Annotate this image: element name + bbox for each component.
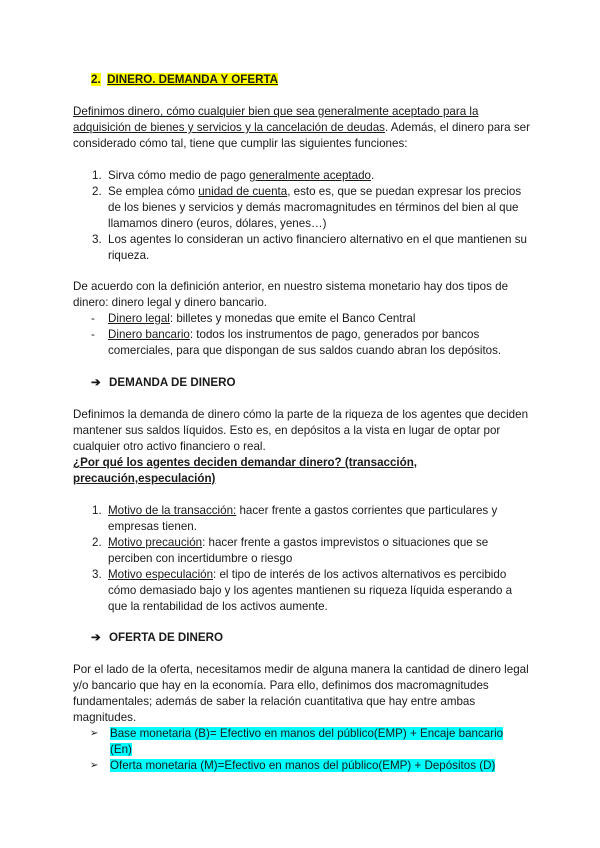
intro-definition: Definimos dinero, cómo cualquier bien que sea generalmente aceptado para la adquisición de bienes y servicios y la cancelación de deudas [73,105,479,134]
motives-list [73,503,528,615]
supply-bullets [73,726,528,774]
list-item: ➢ Base monetaria (B)= Efectivo en manos del público(EMP) + Encaje bancario (En) [90,727,504,756]
list-item: - Dinero bancario: todos los instrumentos de pago, generados por bancos comerciales, para que dispongan de sus saldos cuando abran los depósitos. [91,328,502,357]
arrow-bullet-icon: ➢ [90,760,99,771]
list-number: 1. [92,169,102,182]
supply-heading: ➔ OFERTA DE DINERO [91,631,224,644]
list-item: - Dinero legal: billetes y monedas que emite el Banco Central [91,312,416,325]
section-number: 2. [91,73,101,86]
arrow-right-icon: ➔ [91,376,101,389]
list-item: 3. Motivo especulación: el tipo de interés de los activos alternativos es percibido cómo demasiado bajo y los agentes mantienen su riqueza líquida esperando a que la rentabilidad de los activos aumente. [92,568,513,613]
list-item: 1. Sirva cómo medio de pago generalmente aceptado. [92,169,375,182]
functions-list [73,168,528,264]
supply-paragraph: Por el lado de la oferta, necesitamos medir de alguna manera la cantidad de dinero legal y/o bancario que hay en la economía. Para ello, definimos dos macromagnitudes fundamentales; además de saber la relación cuantitativa que hay entre ambas magnitudes. [73,663,529,724]
intro-paragraph [73,104,538,152]
demand-paragraph: Definimos la demanda de dinero cómo la parte de la riqueza de los agentes que deciden mantener sus saldos líquidos. Esto es, en depósitos a la vista en lugar de optar por cualquier otro activo financiero o real. [73,408,529,453]
list-item: 3. Los agentes lo consideran un activo financiero alternativo en el que mantienen su riqueza. [92,233,527,262]
section-heading [91,72,551,88]
types-paragraph: De acuerdo con la definición anterior, en nuestro sistema monetario hay dos tipos de dinero: dinero legal y dinero bancario. [73,280,509,309]
list-item: 1. Motivo de la transacción: hacer frente a gastos corrientes que particulares y empresas tienen. [92,504,498,533]
list-number: 3. [92,233,102,246]
list-number: 2. [92,185,102,198]
list-item: ➢ Oferta monetaria (M)=Efectivo en manos del público(EMP) + Depósitos (D) [90,759,496,772]
list-item: 2. Motivo precaución: hacer frente a gastos imprevistos o situaciones que se perciben con incertidumbre o riesgo [92,536,489,565]
demand-heading: ➔ DEMANDA DE DINERO [91,376,236,389]
section-title: DINERO. DEMANDA Y OFERTA [107,73,279,86]
types-list [73,311,528,359]
demand-question: ¿Por qué los agentes deciden demandar dinero? (transacción, precaución,especulación) [73,456,418,485]
list-item: 2. Se emplea cómo unidad de cuenta, esto es, que se puedan expresar los precios de los bienes y servicios y demás macromagnitudes en términos del bien al que llamamos dinero (euros, dólares, yenes…) [92,185,522,230]
intro-rest: . Además, el dinero para ser considerado cómo tal, tiene que cumplir las siguientes funciones: [73,121,530,150]
arrow-bullet-icon: ➢ [90,728,99,739]
arrow-right-icon: ➔ [91,631,101,644]
